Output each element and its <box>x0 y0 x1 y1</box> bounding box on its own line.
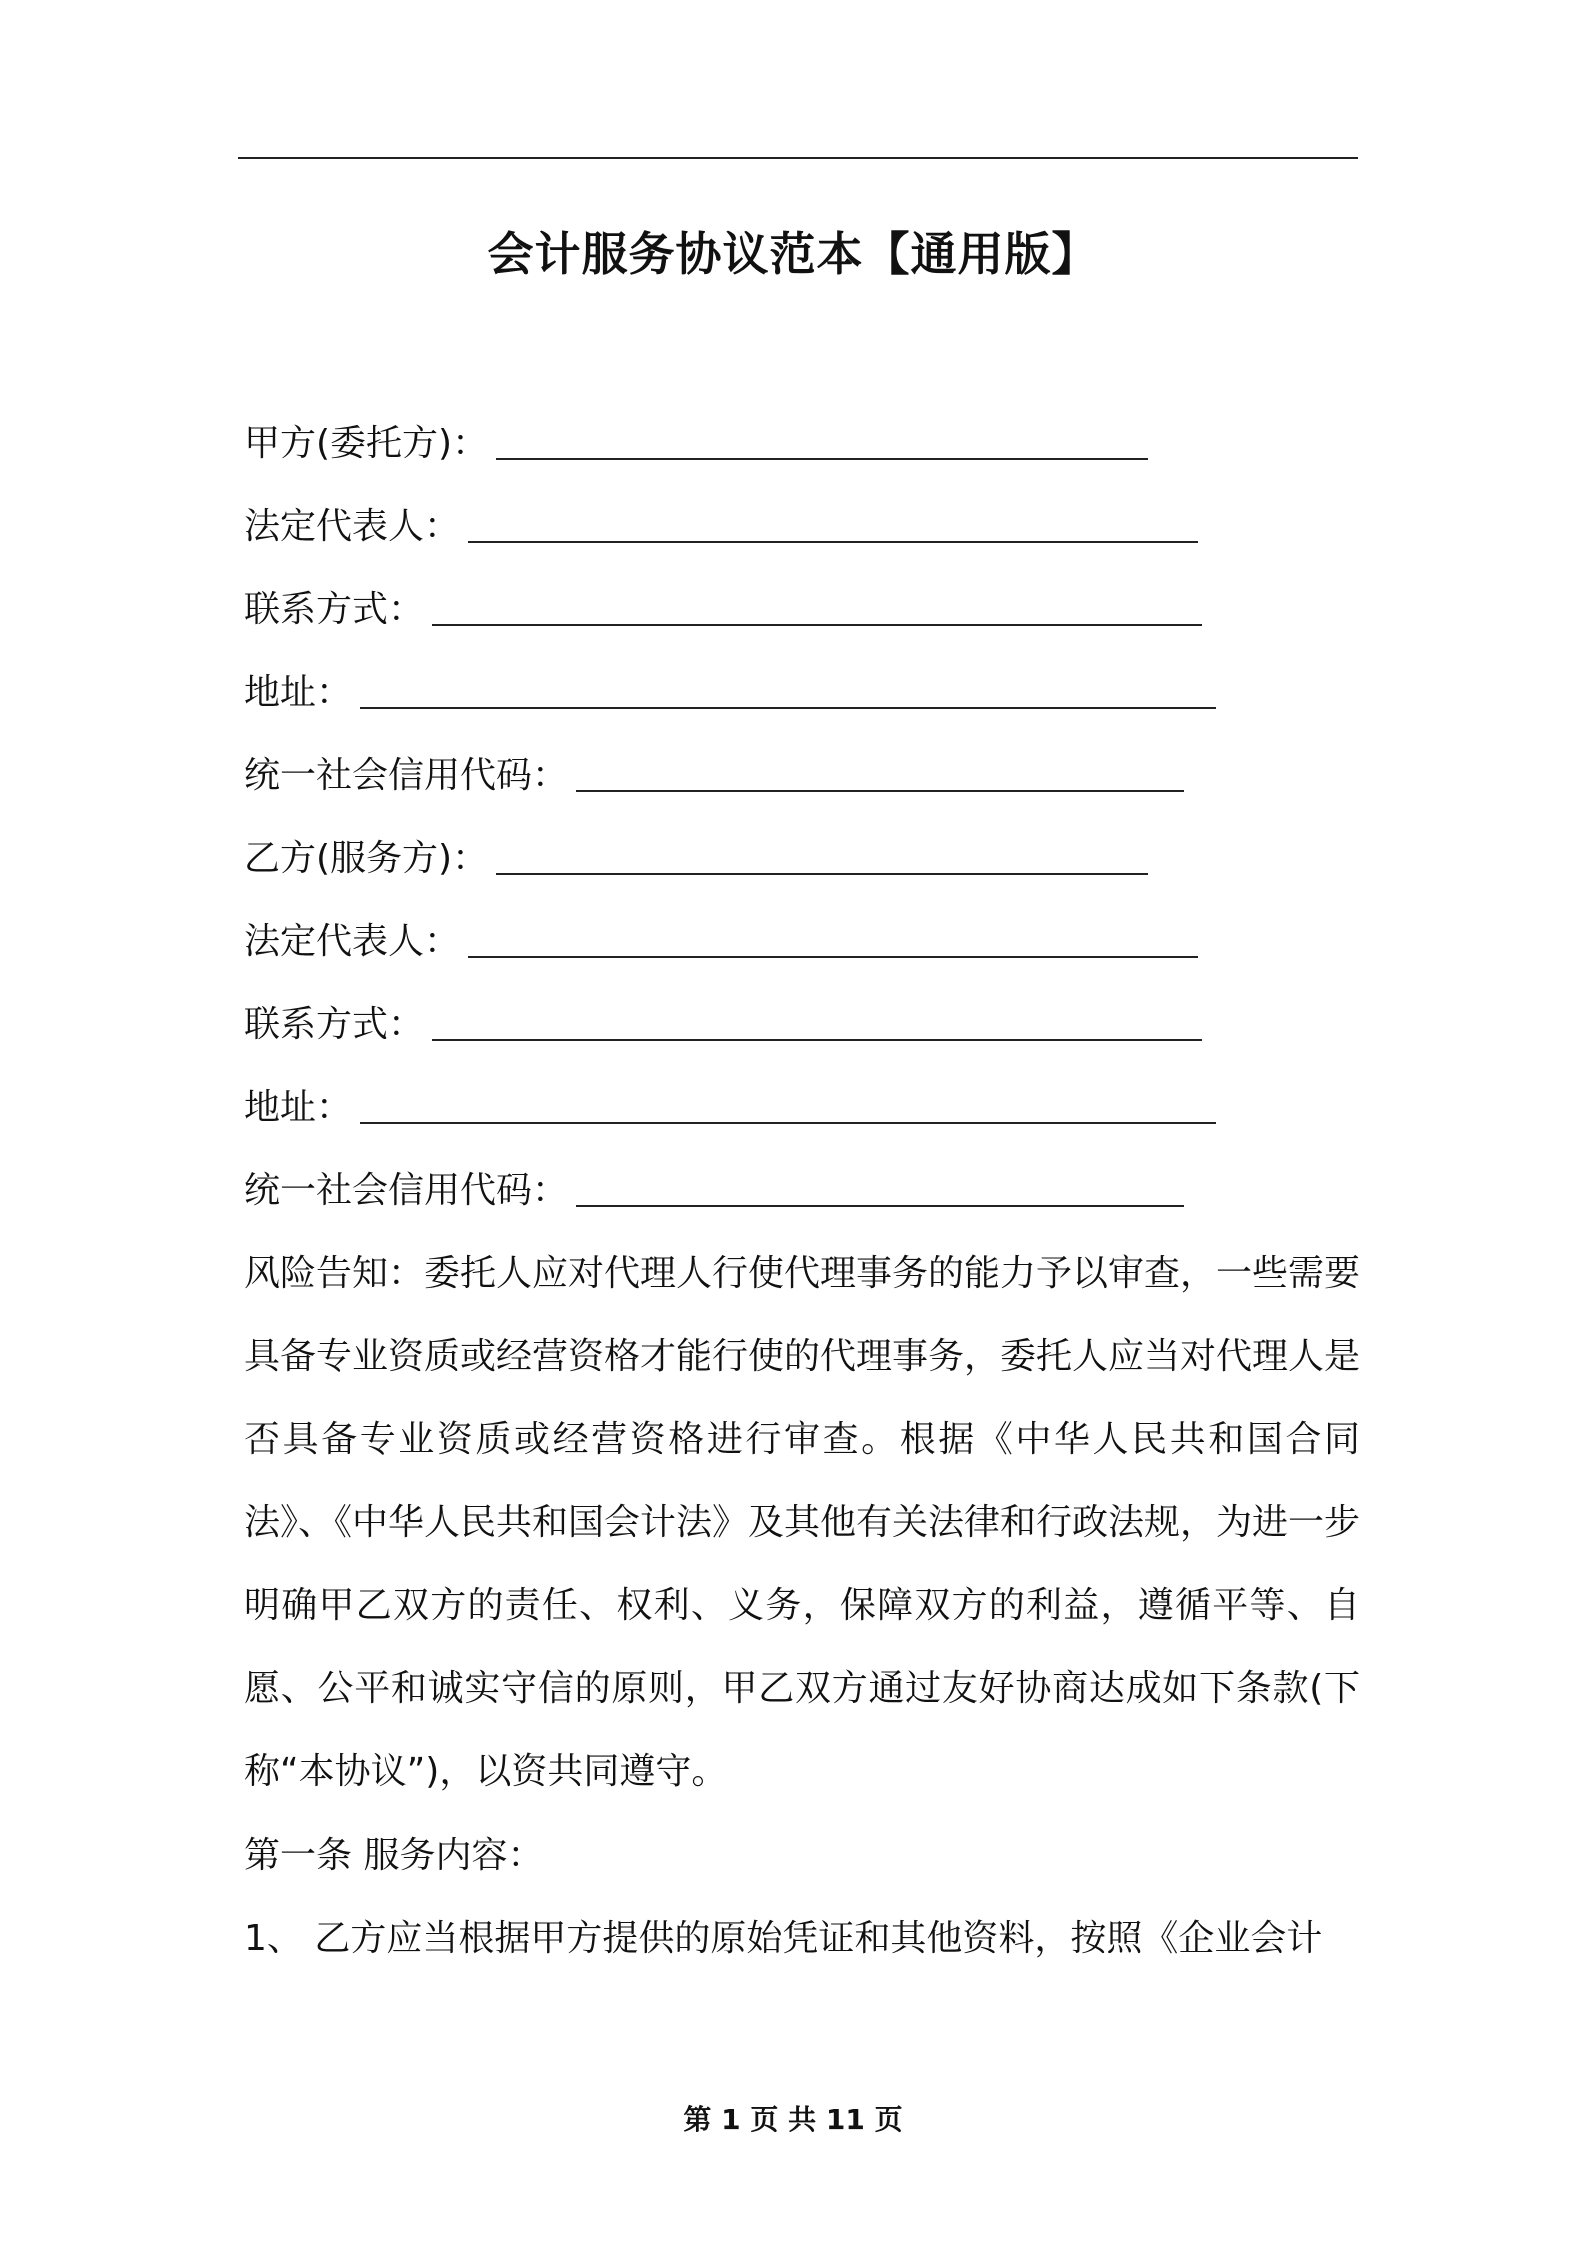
header-rule <box>238 157 1358 159</box>
page-indicator: 第 1 页 共 11 页 <box>683 2103 903 2136</box>
party-b-credit-code-label: 统一社会信用代码： <box>244 1170 569 1211</box>
party-b-address-blank[interactable] <box>360 1080 1216 1124</box>
document-title: 会计服务协议范本【通用版】 <box>487 227 1099 281</box>
party-b-name-label: 乙方(服务方)： <box>244 838 489 879</box>
party-a-credit-code-field <box>244 748 1184 804</box>
party-a-contact-field <box>244 582 1202 638</box>
party-a-address-label: 地址： <box>244 672 353 713</box>
party-b-name-blank[interactable] <box>496 831 1148 875</box>
risk-notice-paragraph: 风险告知：委托人应对代理人行使代理事务的能力予以审查，一些需要具备专业资质或经营资格才能行使的代理事务，委托人应当对代理人是否具备专业资质或经营资格进行审查。根据《中华人民共和国合同法》、《中华人民共和国会计法》及其他有关法律和行政法规，为进一步明确甲乙双方的责任、权利、义务，保障双方的利益，遵循平等、自愿、公平和诚实守信的原则，甲乙双方通过友好协商达成如下条款(下称“本协议”)，以资共同遵守。 <box>244 1253 1361 1792</box>
party-a-credit-code-blank[interactable] <box>576 748 1184 792</box>
party-a-address-field <box>244 665 1216 721</box>
party-b-address-label: 地址： <box>244 1087 353 1128</box>
party-b-address-field <box>244 1080 1216 1136</box>
party-a-rep-label: 法定代表人： <box>244 506 461 547</box>
party-b-rep-label: 法定代表人： <box>244 921 461 962</box>
party-b-rep-field <box>244 914 1198 970</box>
party-a-name-label: 甲方(委托方)： <box>244 423 489 464</box>
party-b-rep-blank[interactable] <box>468 914 1198 958</box>
party-a-name-field <box>244 416 1148 472</box>
party-b-contact-field <box>244 997 1202 1053</box>
party-a-contact-blank[interactable] <box>432 582 1202 626</box>
party-b-credit-code-field <box>244 1163 1184 1219</box>
party-a-rep-field <box>244 499 1198 555</box>
article-1-heading: 第一条 服务内容： <box>244 1835 544 1876</box>
party-a-rep-blank[interactable] <box>468 499 1198 543</box>
party-b-name-field <box>244 831 1148 887</box>
party-b-contact-label: 联系方式： <box>244 1004 425 1045</box>
clause-1-text: 1、 乙方应当根据甲方提供的原始凭证和其他资料，按照《企业会计 <box>244 1918 1323 1959</box>
party-a-credit-code-label: 统一社会信用代码： <box>244 755 569 796</box>
party-b-credit-code-blank[interactable] <box>576 1163 1184 1207</box>
party-a-contact-label: 联系方式： <box>244 589 425 630</box>
party-a-name-blank[interactable] <box>496 416 1148 460</box>
party-a-address-blank[interactable] <box>360 665 1216 709</box>
party-b-contact-blank[interactable] <box>432 997 1202 1041</box>
